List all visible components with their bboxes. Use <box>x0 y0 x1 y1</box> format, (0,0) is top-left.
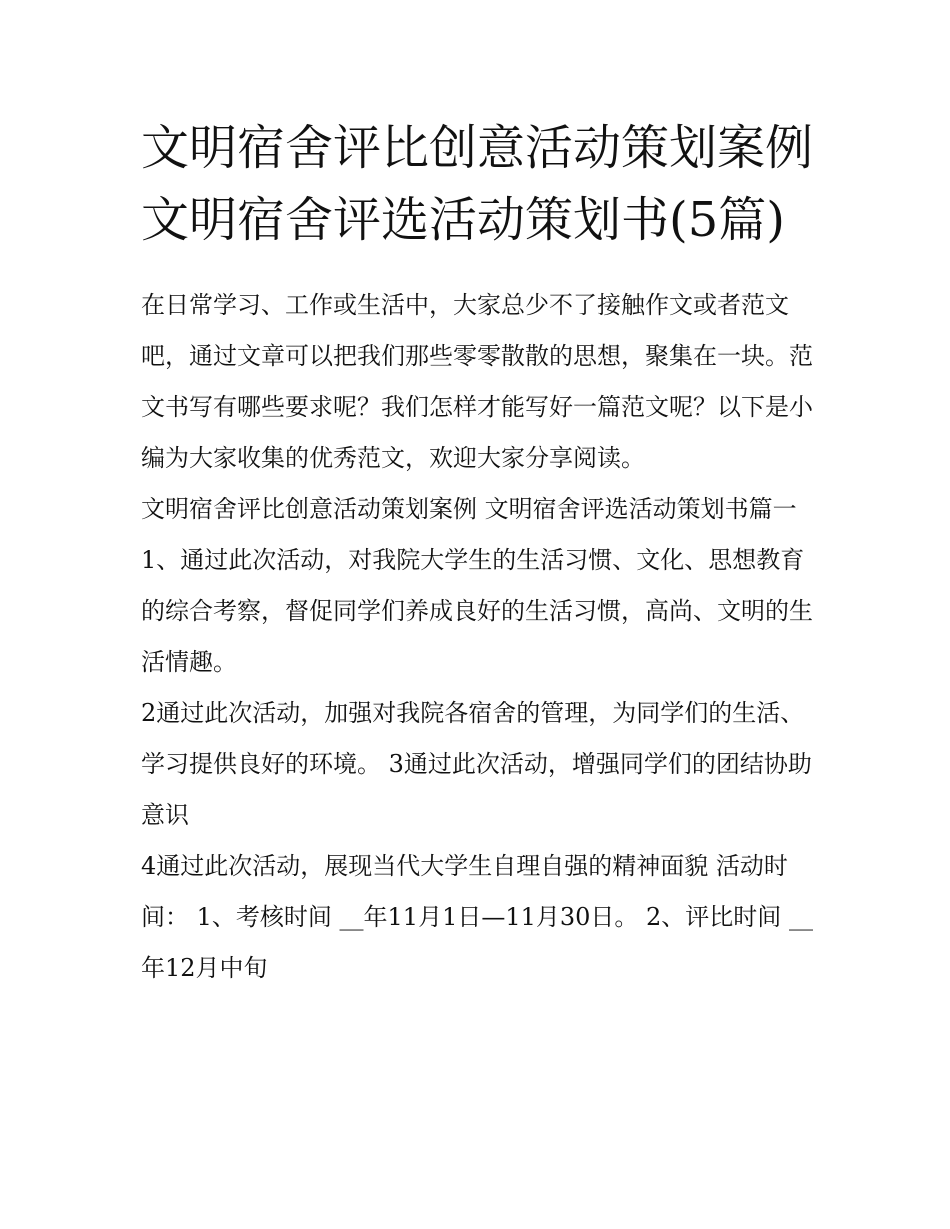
document-content <box>141 112 813 994</box>
document-title: 文明宿舍评比创意活动策划案例 文明宿舍评选活动策划书(5篇) <box>141 120 814 248</box>
paragraph-goal-2-3: 2通过此次活动，加强对我院各宿舍的管理，为同学们的生活、学习提供良好的环境。 3通过此次活动，增强同学们的团结协助意识 <box>141 699 812 829</box>
intro-paragraph: 在日常学习、工作或生活中，大家总少不了接触作文或者范文吧，通过文章可以把我们那些零零散散的思想，聚集在一块。范文书写有哪些要求呢？我们怎样才能写好一篇范文呢？以下是小编为大家收集的优秀范文，欢迎大家分享阅读。 <box>141 291 813 472</box>
paragraph-goal-4-schedule: 4通过此次活动，展现当代大学生自理自强的精神面貌 活动时间： 1、考核时间 __年11月1日—11月30日。 2、评比时间 __年12月中旬 <box>141 852 813 982</box>
paragraph-goal-1: 1、通过此次活动，对我院大学生的生活习惯、文化、思想教育的综合考察，督促同学们养成良好的生活习惯，高尚、文明的生活情趣。 <box>141 546 813 676</box>
section-heading: 文明宿舍评比创意活动策划案例 文明宿舍评选活动策划书篇一 <box>141 495 797 523</box>
